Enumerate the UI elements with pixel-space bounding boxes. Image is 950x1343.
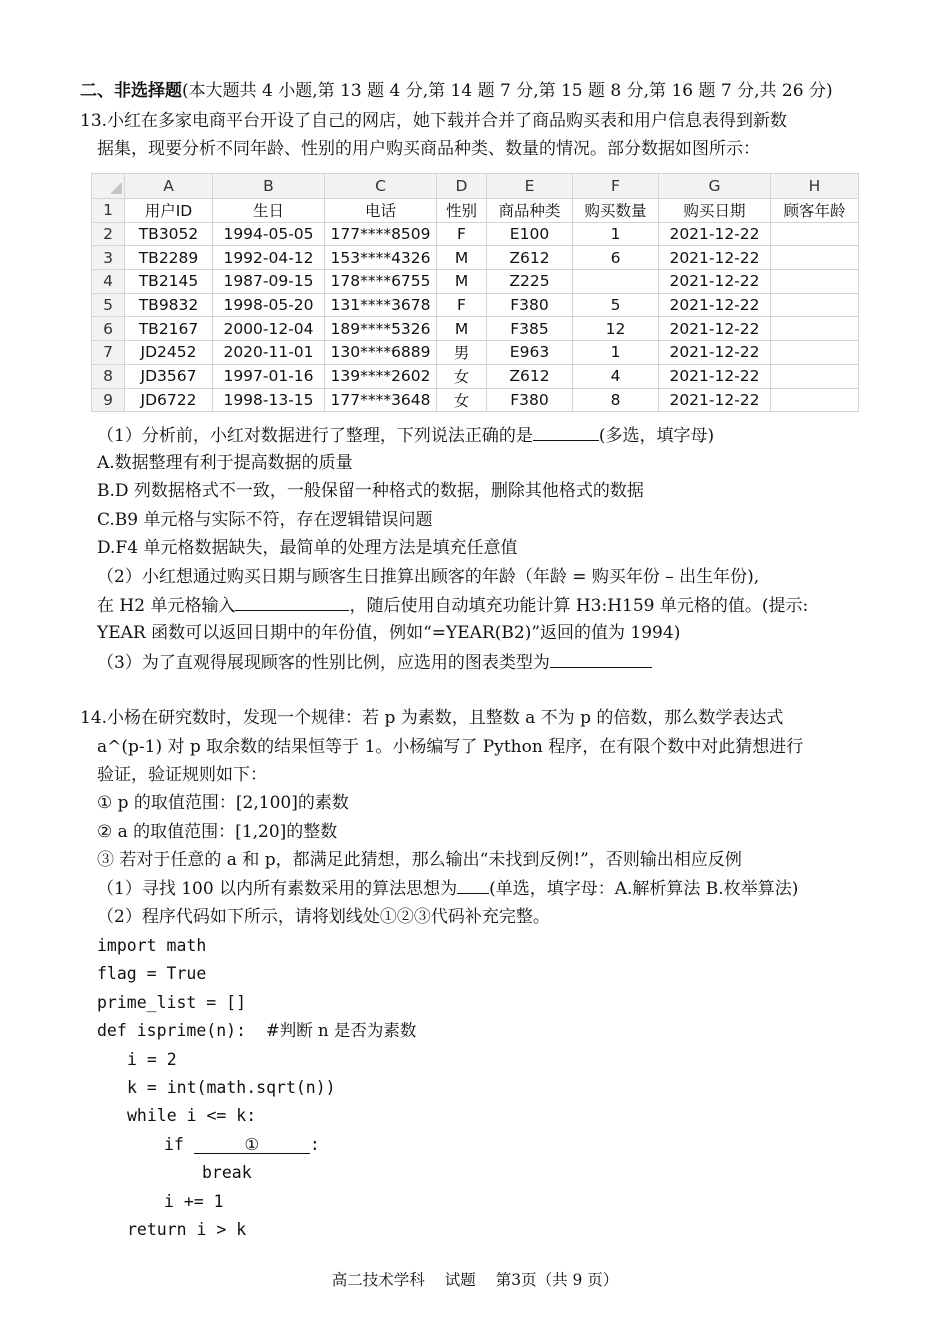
q13-part3-answer-blank[interactable] [550, 651, 652, 668]
cell-E8[interactable]: Z612 [487, 364, 573, 388]
code-line-11: return i > k [127, 1220, 247, 1239]
spreadsheet-row [92, 317, 859, 341]
q13-part2-answer-blank[interactable] [235, 594, 349, 611]
cell-A8[interactable]: JD3567 [125, 364, 213, 388]
spreadsheet-row [92, 341, 859, 365]
cell-E5[interactable]: F380 [487, 293, 573, 317]
cell-A5[interactable]: TB9832 [125, 293, 213, 317]
spreadsheet-row [92, 246, 859, 270]
cell-G4[interactable]: 2021-12-22 [659, 270, 771, 294]
cell-F9[interactable]: 8 [573, 388, 659, 412]
select-all-corner[interactable] [92, 174, 125, 199]
code-line-3: prime_list = [] [97, 993, 247, 1012]
q13-part2-text-b: ，随后使用自动填充功能计算 H3:H159 单元格的值。(提示: [349, 596, 809, 616]
code-line-6: k = int(math.sqrt(n)) [127, 1078, 336, 1097]
code-line-1: import math [97, 936, 207, 955]
cell-G5[interactable]: 2021-12-22 [659, 293, 771, 317]
row-header[interactable]: 8 [92, 364, 125, 388]
cell-B8[interactable]: 1997-01-16 [213, 364, 325, 388]
code-line-2: flag = True [97, 964, 207, 983]
cell-C6[interactable]: 189****5326 [325, 317, 437, 341]
cell-B4[interactable]: 1987-09-15 [213, 270, 325, 294]
q14-intro-line-1: 14.小杨在研究数时，发现一个规律：若 p 为素数，且整数 a 不为 p 的倍数，那么数学表达式 [80, 708, 784, 728]
cell-H4[interactable] [771, 270, 859, 294]
cell-G7[interactable]: 2021-12-22 [659, 341, 771, 365]
q13-option-d: D.F4 单元格数据缺失，最简单的处理方法是填充任意值 [97, 538, 518, 558]
cell-C3[interactable]: 153****4326 [325, 246, 437, 270]
footer-page-number: 第3页（共 9 页） [495, 1271, 619, 1289]
row-header[interactable]: 4 [92, 270, 125, 294]
column-header-A[interactable]: A [125, 174, 213, 199]
cell-F7[interactable]: 1 [573, 341, 659, 365]
q14-rule-3: ③ 若对于任意的 a 和 p，都满足此猜想，那么输出“未找到反例!”，否则输出相应反例 [97, 850, 742, 870]
cell-F8[interactable]: 4 [573, 364, 659, 388]
q13-part3 [97, 651, 652, 674]
q13-part1-tail: (多选，填字母) [598, 426, 715, 446]
cell-H1[interactable]: 顾客年龄 [771, 199, 859, 223]
footer-subject: 高二技术学科 [331, 1271, 425, 1289]
cell-G6[interactable]: 2021-12-22 [659, 317, 771, 341]
cell-D8[interactable]: 女 [437, 364, 487, 388]
cell-B9[interactable]: 1998-13-15 [213, 388, 325, 412]
row-header[interactable]: 1 [92, 199, 125, 223]
q13-intro-line-1: 13.小红在多家电商平台开设了自己的网店，她下载并合并了商品购买表和用户信息表得到新数 [80, 111, 788, 131]
cell-G2[interactable]: 2021-12-22 [659, 222, 771, 246]
q13-part2-line-2 [97, 594, 808, 617]
spreadsheet-row [92, 364, 859, 388]
cell-G1[interactable]: 购买日期 [659, 199, 771, 223]
spreadsheet-row [92, 388, 859, 412]
cell-D5[interactable]: F [437, 293, 487, 317]
cell-H8[interactable] [771, 364, 859, 388]
cell-C5[interactable]: 131****3678 [325, 293, 437, 317]
q13-part2-line-3: YEAR 函数可以返回日期中的年份值，例如“=YEAR(B2)”返回的值为 1994) [97, 623, 681, 643]
q14-part1 [97, 877, 798, 900]
q13-part3-text: （3）为了直观得展现顾客的性别比例，应选用的图表类型为 [97, 653, 550, 673]
q14-intro-line-2: a^(p-1) 对 p 取余数的结果恒等于 1。小杨编写了 Python 程序，在有限个数中对此猜想进行 [97, 737, 804, 757]
row-header[interactable]: 3 [92, 246, 125, 270]
cell-A2[interactable]: TB3052 [125, 222, 213, 246]
cell-A4[interactable]: TB2145 [125, 270, 213, 294]
cell-A3[interactable]: TB2289 [125, 246, 213, 270]
cell-C4[interactable]: 178****6755 [325, 270, 437, 294]
q13-part1-text: （1）分析前，小红对数据进行了整理，下列说法正确的是 [97, 426, 533, 446]
code-blank-1-marker: ① [244, 1135, 260, 1154]
cell-F1[interactable]: 购买数量 [573, 199, 659, 223]
cell-D1[interactable]: 性别 [437, 199, 487, 223]
cell-C1[interactable]: 电话 [325, 199, 437, 223]
column-header-G[interactable]: G [659, 174, 771, 199]
spreadsheet-row [92, 222, 859, 246]
cell-E7[interactable]: E963 [487, 341, 573, 365]
cell-F4[interactable] [573, 270, 659, 294]
cell-C9[interactable]: 177****3648 [325, 388, 437, 412]
row-header[interactable]: 5 [92, 293, 125, 317]
cell-B7[interactable]: 2020-11-01 [213, 341, 325, 365]
row-header[interactable]: 6 [92, 317, 125, 341]
cell-H2[interactable] [771, 222, 859, 246]
cell-E4[interactable]: Z225 [487, 270, 573, 294]
q13-option-b: B.D 列数据格式不一致，一般保留一种格式的数据，删除其他格式的数据 [97, 481, 644, 501]
spreadsheet-row [92, 270, 859, 294]
spreadsheet-row [92, 199, 859, 223]
cell-F6[interactable]: 12 [573, 317, 659, 341]
cell-F3[interactable]: 6 [573, 246, 659, 270]
code-line-7: while i <= k: [127, 1106, 257, 1125]
cell-G8[interactable]: 2021-12-22 [659, 364, 771, 388]
section-heading-rest: (本大题共 4 小题,第 13 题 4 分,第 14 题 7 分,第 15 题 8 分,第 16 题 7 分,共 26 分) [182, 81, 833, 101]
page-footer [0, 1268, 950, 1290]
cell-C8[interactable]: 139****2602 [325, 364, 437, 388]
column-header-F[interactable]: F [573, 174, 659, 199]
cell-A6[interactable]: TB2167 [125, 317, 213, 341]
code-line-5: i = 2 [127, 1050, 177, 1069]
code-line-4 [97, 1020, 416, 1042]
cell-D2[interactable]: F [437, 222, 487, 246]
cell-A9[interactable]: JD6722 [125, 388, 213, 412]
cell-B6[interactable]: 2000-12-04 [213, 317, 325, 341]
section-heading-bold: 二、非选择题 [80, 81, 182, 101]
row-header[interactable]: 9 [92, 388, 125, 412]
row-header[interactable]: 2 [92, 222, 125, 246]
spreadsheet-table [91, 173, 859, 412]
code-def-isprime: def isprime(n): [97, 1021, 266, 1040]
code-line-10: i += 1 [164, 1192, 224, 1211]
cell-D4[interactable]: M [437, 270, 487, 294]
cell-D6[interactable]: M [437, 317, 487, 341]
q14-part1-tail: (单选，填字母：A.解析算法 B.枚举算法) [489, 879, 799, 899]
select-all-icon [110, 182, 122, 194]
column-header-C[interactable]: C [325, 174, 437, 199]
code-line-8 [164, 1134, 320, 1156]
cell-D3[interactable]: M [437, 246, 487, 270]
cell-E1[interactable]: 商品种类 [487, 199, 573, 223]
cell-E2[interactable]: E100 [487, 222, 573, 246]
code-if-colon: : [309, 1135, 320, 1154]
column-header-E[interactable]: E [487, 174, 573, 199]
cell-G3[interactable]: 2021-12-22 [659, 246, 771, 270]
cell-A1[interactable]: 用户ID [125, 199, 213, 223]
q14-part1-answer-blank[interactable] [457, 877, 489, 894]
code-comment: #判断 n 是否为素数 [265, 1021, 417, 1040]
code-blank-1[interactable] [194, 1134, 310, 1154]
spreadsheet-row [92, 293, 859, 317]
cell-A7[interactable]: JD2452 [125, 341, 213, 365]
cell-B1[interactable]: 生日 [213, 199, 325, 223]
row-header[interactable]: 7 [92, 341, 125, 365]
q14-rule-2: ② a 的取值范围：[1,20]的整数 [97, 822, 338, 842]
cell-E6[interactable]: F385 [487, 317, 573, 341]
cell-H3[interactable] [771, 246, 859, 270]
cell-F2[interactable]: 1 [573, 222, 659, 246]
q13-option-c: C.B9 单元格与实际不符，存在逻辑错误问题 [97, 510, 433, 530]
spreadsheet-column-header-row [92, 174, 859, 199]
cell-G9[interactable]: 2021-12-22 [659, 388, 771, 412]
cell-H5[interactable] [771, 293, 859, 317]
cell-D9[interactable]: 女 [437, 388, 487, 412]
cell-F5[interactable]: 5 [573, 293, 659, 317]
cell-H7[interactable] [771, 341, 859, 365]
cell-H6[interactable] [771, 317, 859, 341]
cell-D7[interactable]: 男 [437, 341, 487, 365]
q14-rule-1: ① p 的取值范围：[2,100]的素数 [97, 793, 349, 813]
column-header-H[interactable]: H [771, 174, 859, 199]
q14-part1-text: （1）寻找 100 以内所有素数采用的算法思想为 [97, 879, 458, 899]
cell-C7[interactable]: 130****6889 [325, 341, 437, 365]
cell-B3[interactable]: 1992-04-12 [213, 246, 325, 270]
code-line-9: break [202, 1163, 252, 1182]
q13-option-a: A.数据整理有利于提高数据的质量 [97, 453, 353, 473]
q13-intro-line-2: 据集，现要分析不同年龄、性别的用户购买商品种类、数量的情况。部分数据如图所示： [97, 139, 760, 159]
code-if-keyword: if [164, 1135, 194, 1154]
cell-C2[interactable]: 177****8509 [325, 222, 437, 246]
footer-type: 试题 [444, 1271, 476, 1289]
column-header-D[interactable]: D [437, 174, 487, 199]
column-header-B[interactable]: B [213, 174, 325, 199]
section-heading [80, 80, 833, 102]
q13-part1 [97, 424, 714, 447]
cell-H9[interactable] [771, 388, 859, 412]
cell-B5[interactable]: 1998-05-20 [213, 293, 325, 317]
cell-B2[interactable]: 1994-05-05 [213, 222, 325, 246]
q13-part1-answer-blank[interactable] [533, 424, 599, 441]
cell-E9[interactable]: F380 [487, 388, 573, 412]
q13-part2-text-a: 在 H2 单元格输入 [97, 596, 236, 616]
q14-intro-line-3: 验证，验证规则如下： [97, 765, 267, 785]
q14-part2: （2）程序代码如下所示，请将划线处①②③代码补充完整。 [97, 907, 550, 927]
cell-E3[interactable]: Z612 [487, 246, 573, 270]
q13-part2-line-1: （2）小红想通过购买日期与顾客生日推算出顾客的年龄（年龄 = 购买年份 – 出生年份), [97, 567, 760, 587]
